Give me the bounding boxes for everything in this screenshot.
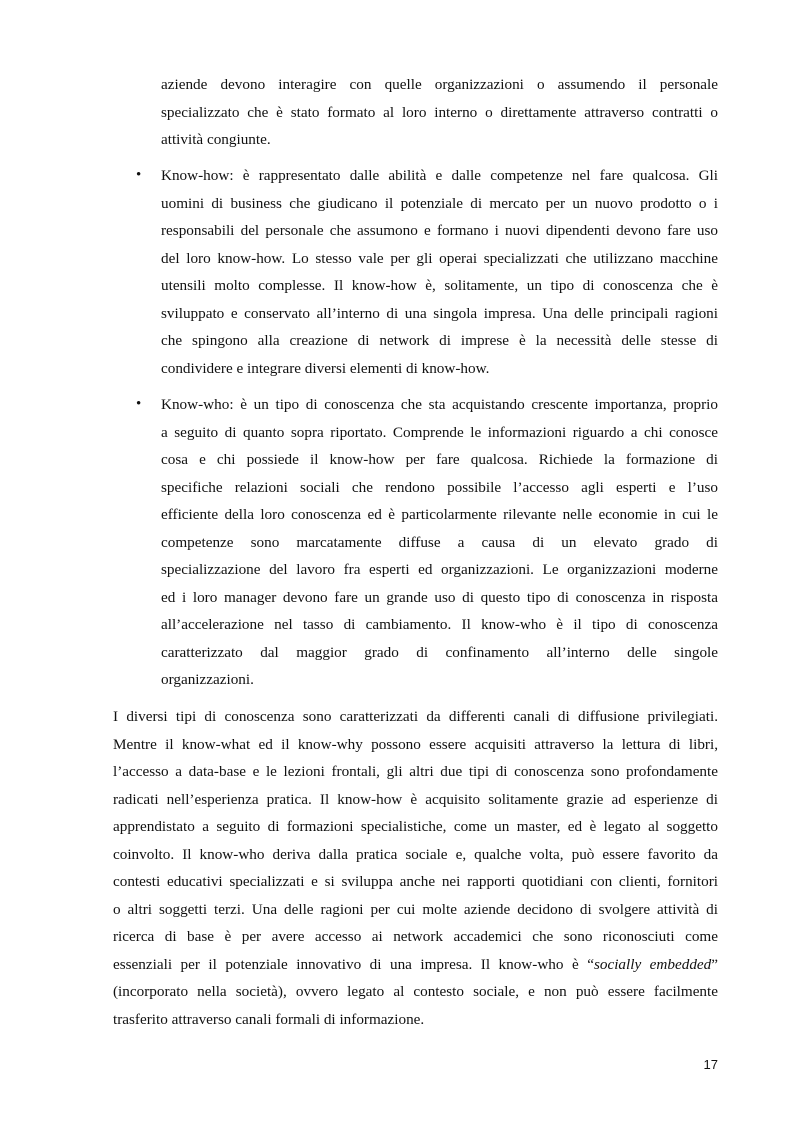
text-line: uomini di business che giudicano il potenziale di mercato per un nuovo prodotto o i [161,194,718,212]
text-line: caratterizzato dal maggior grado di confinamento all’interno delle singole [161,643,718,661]
text-line: (incorporato nella società), ovvero legato al contesto sociale, e non può essere facilmente [113,983,718,1000]
text-line: ed i loro manager devono fare un grande uso di questo tipo di conoscenza in risposta [161,588,718,606]
text-line: competenze sono marcatamente diffuse a causa di un elevato grado di [161,533,718,551]
text-line: I diversi tipi di conoscenza sono caratterizzati da differenti canali di diffusione privilegiati. [113,708,718,725]
bullet-icon: • [136,167,142,183]
text-line: organizzazioni. [161,671,254,688]
text-line: del loro know-how. Lo stesso vale per gli operai specializzati che utilizzano macchine [161,249,718,267]
text-span: essenziali per il potenziale innovativo di una impresa. Il know-who è “ [113,955,594,973]
text-line: specifiche relazioni sociali che rendono possibile l’accesso agli esperti e l’uso [161,478,718,496]
text-line: utensili molto complesse. Il know-how è, solitamente, un tipo di conoscenza che è [161,277,718,294]
text-line: Know-who: è un tipo di conoscenza che sta acquistando crescente importanza, proprio [161,396,718,413]
text-line: sviluppato e conservato all’interno di una singola impresa. Una delle principali ragioni [161,304,718,322]
text-line: Know-how: è rappresentato dalle abilità e dalle competenze nel fare qualcosa. Gli [161,167,718,184]
text-line: ricerca di base è per avere accesso ai network accademici che sono riconosciuti come [113,928,718,945]
text-line: radicati nell’esperienza pratica. Il know-how è acquisito solitamente grazie ad esperienze di [113,790,718,808]
text-line: apprendistato a seguito di formazioni specialistiche, come un master, ed è legato al soggetto [113,818,718,835]
text-line: efficiente della loro conoscenza ed è particolarmente rilevante nelle economie in cui le [161,506,718,523]
text-line: o altri soggetti terzi. Una delle ragioni per cui molte aziende decidono di svolgere attività di [113,900,718,918]
text-line: contesti educativi specializzati e si sviluppa anche nei rapporti quotidiani con clienti, fornitori [113,873,718,890]
text-line: a seguito di quanto sopra riportato. Comprende le informazioni riguardo a chi conosce [161,423,718,441]
text-line: Mentre il know-what ed il know-why possono essere acquisiti attraverso la lettura di libri, [113,735,718,753]
body-paragraph [113,703,718,1033]
text-line: all’accelerazione nel tasso di cambiamento. Il know-who è il tipo di conoscenza [161,616,718,633]
bullet-text [161,162,718,382]
italic-term: socially embedded [593,955,712,973]
text-line: che spingono alla creazione di network di imprese è la necessità delle stesse di [161,332,718,349]
text-line: aziende devono interagire con quelle organizzazioni o assumendo il personale [161,76,718,93]
bullet-text [161,391,718,694]
page-number: 17 [703,1057,718,1072]
text-line: specializzato che è stato formato al loro interno o direttamente attraverso contratti o [161,103,718,121]
text-line: responsabili del personale che assumono e formano i nuovi dipendenti devono fare uso [161,222,718,239]
text-line: attività congiunte. [161,131,271,148]
continuation-paragraph [161,71,718,154]
text-line: specializzazione del lavoro fra esperti ed organizzazioni. Le organizzazioni moderne [161,561,718,578]
text-line: l’accesso a data-base e le lezioni frontali, gli altri due tipi di conoscenza sono profondamente [113,763,718,780]
text-line: cosa e chi possiede il know-how per fare qualcosa. Richiede la formazione di [161,451,718,468]
text-span: ” [711,955,718,973]
text-line: trasferito attraverso canali formali di informazione. [113,1010,425,1028]
bullet-icon: • [136,396,142,412]
text-line [113,951,718,979]
text-line: coinvolto. Il know-who deriva dalla pratica sociale e, qualche volta, può essere favorito da [113,845,718,863]
text-line: condividere e integrare diversi elementi di know-how. [161,359,490,377]
